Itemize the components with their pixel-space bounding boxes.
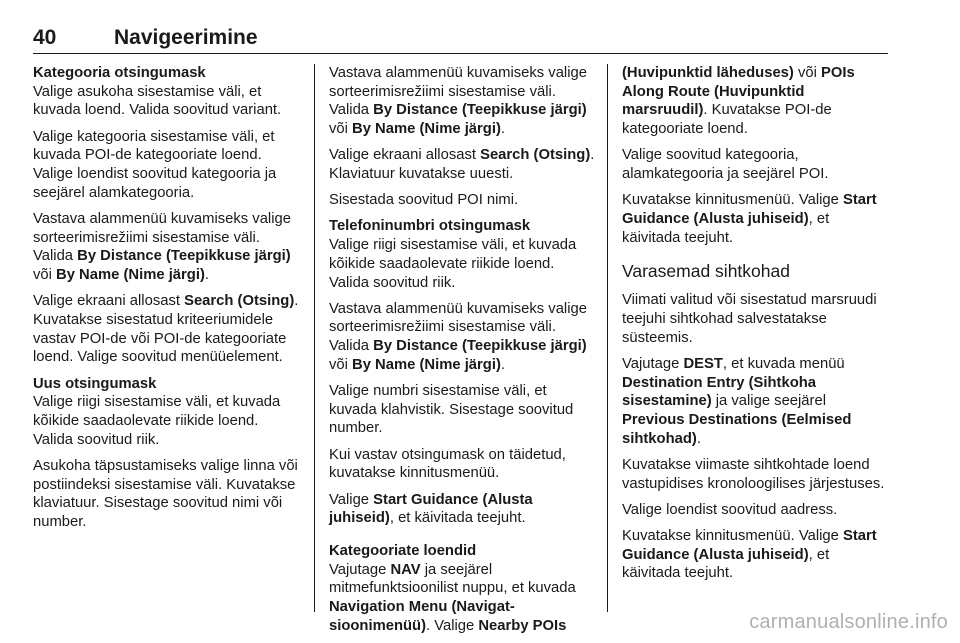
paragraph: Vastava alammenüü kuvamiseks valige sorteerimisrežiimi sisestamise väli. Valida By Distance (Teepikkuse järgi) või By Name (Nime järgi). bbox=[329, 300, 587, 373]
paragraph: Valige kategooria sisestamise väli, et kuvada POI-de kategooriate loend. Valige loendist soovitud kategooria ja seejärel alamkategooria. bbox=[33, 128, 277, 201]
column-divider-2 bbox=[607, 64, 608, 612]
paragraph: Vajutage DEST, et kuvada menüü Destination Entry (Sihtkoha sisestamine) ja valige seejärel Previous Destinations (Eelmised sihtkohad). bbox=[622, 355, 852, 447]
paragraph: Viimati valitud või sisestatud marsruudi teejuhi sihtkohad salvestatakse süsteemis. bbox=[622, 292, 877, 346]
paragraph: Valige loendist soovitud aadress. bbox=[622, 501, 838, 518]
page-header bbox=[33, 20, 888, 54]
paragraph: Valige ekraani allosast Search (Otsing). Kuvatakse sisestatud kriteeriumidele vastav POI-de või POI-de kategooriate loend. Valige soovitud menüüelement. bbox=[33, 293, 299, 366]
header-rule bbox=[33, 53, 888, 54]
subheading-category-lists: Kategooriate loendid bbox=[329, 542, 477, 559]
paragraph: Kuvatakse viimaste sihtkohtade loend vastupidises kronoloogilises järjestuses. bbox=[622, 456, 885, 492]
paragraph: Valige soovitud kategooria, alamkategooria ja seejärel POI. bbox=[622, 147, 829, 183]
subheading-category-search: Kategooria otsingumask bbox=[33, 65, 206, 81]
paragraph: Kuvatakse kinnitusmenüü. Valige Start Guidance (Alusta juhiseid), et käivitada teejuht. bbox=[622, 528, 877, 582]
paragraph: Kuvatakse kinnitusmenüü. Valige Start Guidance (Alusta juhiseid), et käivitada teejuht. bbox=[622, 192, 877, 246]
chapter-title: Navigeerimine bbox=[114, 26, 258, 49]
subheading-new-search: Uus otsingumask bbox=[33, 375, 157, 392]
section-heading-previous-destinations: Varasemad sihtkohad bbox=[622, 261, 790, 282]
paragraph: (Huvipunktid läheduses) või POIs Along Route (Huvipunktid marsruudil). Kuvatakse POI-de kategooriate loend. bbox=[622, 65, 855, 138]
watermark: carmanualsonline.info bbox=[749, 611, 948, 633]
column-divider-1 bbox=[314, 64, 315, 612]
paragraph: Vastava alammenüü kuvamiseks valige sorteerimisrežiimi sisestamise väli. Valida By Distance (Teepikkuse järgi) või By Name (Nime järgi). bbox=[329, 65, 587, 138]
paragraph: Valige riigi sisestamise väli, et kuvada kõikide saadaolevate riikide loend. Valida soovitud riik. bbox=[329, 237, 577, 291]
page-number: 40 bbox=[33, 26, 57, 49]
paragraph: Vajutage NAV ja seejärel mitmefunktsioonilist nuppu, et kuvada Navigation Menu (Navigat-sioonimenüü). Valige Nearby POIs bbox=[329, 561, 576, 634]
paragraph: Asukoha täpsustamiseks valige linna või postiindeksi sisestamise väli. Kuvatakse klaviatuur. Sisestage soovitud nimi või number. bbox=[33, 457, 298, 530]
paragraph: Valige asukoha sisestamise väli, et kuvada loend. Valida soovitud variant. bbox=[33, 83, 282, 119]
column-2 bbox=[329, 64, 597, 643]
paragraph: Valige numbri sisestamise väli, et kuvada klahvistik. Sisestage soovitud number. bbox=[329, 383, 574, 437]
paragraph: Kui vastav otsingumask on täidetud, kuvatakse kinnitusmenüü. bbox=[329, 446, 566, 482]
paragraph: Valige riigi sisestamise väli, et kuvada kõikide saadaolevate riikide loend. Valida soovitud riik. bbox=[33, 394, 281, 448]
paragraph: Vastava alammenüü kuvamiseks valige sorteerimisrežiimi sisestamise väli. Valida By Distance (Teepikkuse järgi) või By Name (Nime järgi). bbox=[33, 210, 291, 284]
paragraph: Valige ekraani allosast Search (Otsing). Klaviatuur kuvatakse uuesti. bbox=[329, 147, 595, 183]
column-1 bbox=[33, 64, 301, 539]
paragraph: Sisestada soovitud POI nimi. bbox=[329, 192, 519, 209]
paragraph: Valige Start Guidance (Alusta juhiseid), et käivitada teejuht. bbox=[329, 491, 533, 527]
column-3 bbox=[622, 64, 890, 591]
subheading-phone-search: Telefoninumbri otsingumask bbox=[329, 218, 531, 235]
